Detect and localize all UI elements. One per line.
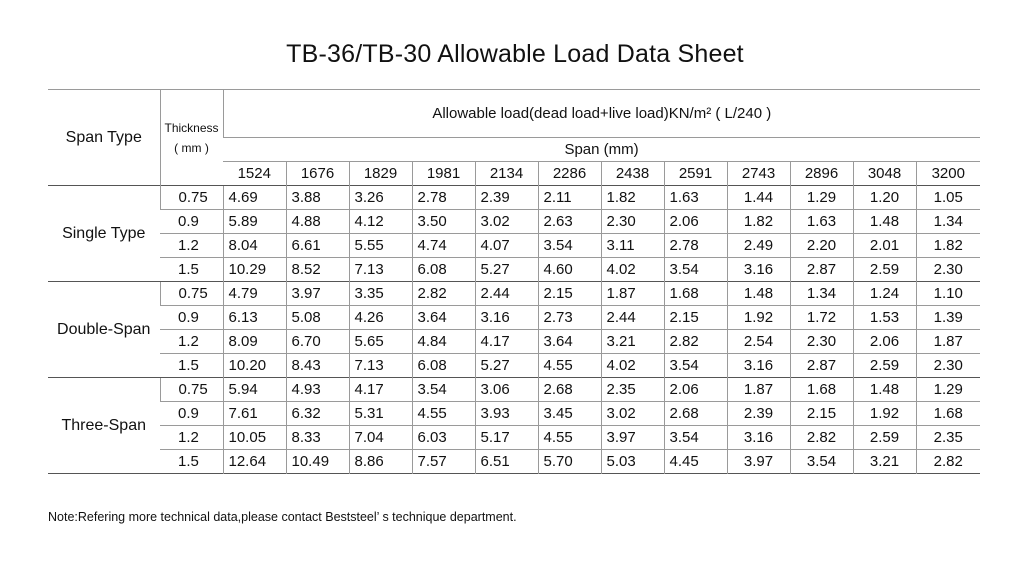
- load-value-cell: 3.97: [286, 282, 349, 306]
- table-row: [48, 234, 980, 258]
- load-value-cell: 5.89: [223, 210, 286, 234]
- load-value-cell: 1.53: [853, 306, 916, 330]
- load-value-cell: 8.43: [286, 354, 349, 378]
- load-value-cell: 2.06: [664, 210, 727, 234]
- load-value-cell: 4.12: [349, 210, 412, 234]
- span-type-label: Double-Span: [48, 282, 160, 378]
- load-value-cell: 2.82: [790, 426, 853, 450]
- load-value-cell: 2.30: [601, 210, 664, 234]
- load-value-cell: 1.48: [853, 210, 916, 234]
- thickness-header: [160, 90, 223, 186]
- load-value-cell: 5.08: [286, 306, 349, 330]
- load-value-cell: 5.70: [538, 450, 601, 474]
- span-value-header: 2591: [664, 162, 727, 186]
- load-value-cell: 1.29: [790, 186, 853, 210]
- span-value-header: 2896: [790, 162, 853, 186]
- load-value-cell: 10.29: [223, 258, 286, 282]
- load-value-cell: 2.39: [475, 186, 538, 210]
- thickness-cell: 0.75: [160, 282, 223, 306]
- page-title: TB-36/TB-30 Allowable Load Data Sheet: [286, 40, 744, 68]
- load-value-cell: 3.06: [475, 378, 538, 402]
- load-value-cell: 4.17: [475, 330, 538, 354]
- load-value-cell: 2.35: [916, 426, 980, 450]
- load-value-cell: 3.21: [601, 330, 664, 354]
- load-value-cell: 1.34: [790, 282, 853, 306]
- span-value-header: 3048: [853, 162, 916, 186]
- load-value-cell: 4.07: [475, 234, 538, 258]
- load-value-cell: 6.70: [286, 330, 349, 354]
- load-value-cell: 7.61: [223, 402, 286, 426]
- load-value-cell: 5.27: [475, 258, 538, 282]
- load-value-cell: 2.59: [853, 426, 916, 450]
- span-value-header: 1829: [349, 162, 412, 186]
- load-value-cell: 2.82: [664, 330, 727, 354]
- span-value-header: 1981: [412, 162, 475, 186]
- span-type-label: Three-Span: [48, 378, 160, 474]
- load-value-cell: 5.55: [349, 234, 412, 258]
- load-value-cell: 1.10: [916, 282, 980, 306]
- load-value-cell: 8.09: [223, 330, 286, 354]
- load-value-cell: 4.84: [412, 330, 475, 354]
- load-value-cell: 2.78: [664, 234, 727, 258]
- load-value-cell: 2.30: [916, 258, 980, 282]
- span-value-header: 3200: [916, 162, 980, 186]
- load-value-cell: 1.87: [601, 282, 664, 306]
- load-value-cell: 2.35: [601, 378, 664, 402]
- table-row: [48, 258, 980, 282]
- load-value-cell: 3.54: [538, 234, 601, 258]
- load-value-cell: 10.05: [223, 426, 286, 450]
- load-value-cell: 1.92: [853, 402, 916, 426]
- load-value-cell: 10.20: [223, 354, 286, 378]
- load-value-cell: 5.94: [223, 378, 286, 402]
- load-value-cell: 3.16: [727, 258, 790, 282]
- load-value-cell: 1.68: [916, 402, 980, 426]
- load-value-cell: 2.06: [853, 330, 916, 354]
- load-value-cell: 2.59: [853, 354, 916, 378]
- load-value-cell: 4.88: [286, 210, 349, 234]
- load-value-cell: 3.54: [790, 450, 853, 474]
- table-row: [48, 426, 980, 450]
- table-row: [48, 282, 980, 306]
- table-row: [48, 354, 980, 378]
- thickness-cell: 0.9: [160, 306, 223, 330]
- load-value-cell: 2.06: [664, 378, 727, 402]
- load-value-cell: 3.21: [853, 450, 916, 474]
- load-value-cell: 4.79: [223, 282, 286, 306]
- load-value-cell: 4.74: [412, 234, 475, 258]
- load-value-cell: 5.31: [349, 402, 412, 426]
- load-value-cell: 2.68: [538, 378, 601, 402]
- span-value-header: 2438: [601, 162, 664, 186]
- thickness-cell: 0.75: [160, 186, 223, 210]
- load-value-cell: 1.44: [727, 186, 790, 210]
- load-value-cell: 3.54: [412, 378, 475, 402]
- thickness-cell: 1.2: [160, 234, 223, 258]
- load-value-cell: 4.93: [286, 378, 349, 402]
- span-value-header: 2743: [727, 162, 790, 186]
- load-value-cell: 3.97: [727, 450, 790, 474]
- thickness-cell: 1.2: [160, 426, 223, 450]
- load-value-cell: 2.82: [916, 450, 980, 474]
- load-value-cell: 1.92: [727, 306, 790, 330]
- load-value-cell: 1.82: [916, 234, 980, 258]
- load-value-cell: 3.93: [475, 402, 538, 426]
- load-value-cell: 2.44: [475, 282, 538, 306]
- load-value-cell: 7.57: [412, 450, 475, 474]
- span-type-label: Single Type: [48, 186, 160, 282]
- load-data-table: [48, 89, 980, 474]
- span-header: Span (mm): [223, 138, 980, 162]
- load-value-cell: 3.54: [664, 258, 727, 282]
- load-value-cell: 3.64: [412, 306, 475, 330]
- load-value-cell: 8.04: [223, 234, 286, 258]
- load-value-cell: 6.13: [223, 306, 286, 330]
- load-value-cell: 3.16: [727, 354, 790, 378]
- load-value-cell: 1.34: [916, 210, 980, 234]
- load-value-cell: 2.15: [538, 282, 601, 306]
- load-value-cell: 2.30: [916, 354, 980, 378]
- table-row: [48, 186, 980, 210]
- load-value-cell: 6.61: [286, 234, 349, 258]
- load-value-cell: 1.24: [853, 282, 916, 306]
- load-value-cell: 6.08: [412, 354, 475, 378]
- load-value-cell: 3.02: [601, 402, 664, 426]
- table-row: [48, 402, 980, 426]
- load-value-cell: 2.87: [790, 354, 853, 378]
- span-value-header: 1524: [223, 162, 286, 186]
- load-value-cell: 1.29: [916, 378, 980, 402]
- load-value-cell: 1.68: [664, 282, 727, 306]
- span-type-header: Span Type: [48, 90, 160, 186]
- load-value-cell: 2.01: [853, 234, 916, 258]
- load-value-cell: 5.03: [601, 450, 664, 474]
- load-value-cell: 6.08: [412, 258, 475, 282]
- load-value-cell: 5.27: [475, 354, 538, 378]
- load-value-cell: 3.45: [538, 402, 601, 426]
- thickness-header-unit: ( mm ): [174, 140, 209, 155]
- load-value-cell: 4.55: [538, 426, 601, 450]
- load-value-cell: 4.69: [223, 186, 286, 210]
- load-value-cell: 3.97: [601, 426, 664, 450]
- load-value-cell: 1.63: [790, 210, 853, 234]
- load-value-cell: 4.26: [349, 306, 412, 330]
- load-value-cell: 2.30: [790, 330, 853, 354]
- load-value-cell: 2.59: [853, 258, 916, 282]
- load-value-cell: 5.65: [349, 330, 412, 354]
- load-value-cell: 4.60: [538, 258, 601, 282]
- load-value-cell: 7.13: [349, 354, 412, 378]
- load-value-cell: 4.55: [538, 354, 601, 378]
- table-row: [48, 330, 980, 354]
- load-value-cell: 1.48: [727, 282, 790, 306]
- thickness-cell: 1.5: [160, 258, 223, 282]
- load-value-cell: 3.88: [286, 186, 349, 210]
- load-value-cell: 4.02: [601, 354, 664, 378]
- table-row: [48, 306, 980, 330]
- load-value-cell: 2.20: [790, 234, 853, 258]
- thickness-cell: 1.5: [160, 354, 223, 378]
- load-value-cell: 1.87: [916, 330, 980, 354]
- load-value-cell: 3.64: [538, 330, 601, 354]
- thickness-header-label: Thickness: [164, 120, 219, 135]
- load-value-cell: 2.11: [538, 186, 601, 210]
- load-value-cell: 2.49: [727, 234, 790, 258]
- thickness-cell: 1.2: [160, 330, 223, 354]
- thickness-cell: 1.5: [160, 450, 223, 474]
- load-value-cell: 3.26: [349, 186, 412, 210]
- table-row: [48, 378, 980, 402]
- load-value-cell: 2.63: [538, 210, 601, 234]
- thickness-cell: 0.75: [160, 378, 223, 402]
- load-value-cell: 3.02: [475, 210, 538, 234]
- footer-note: Note:Refering more technical data,please contact Beststeel’ s technique department.: [48, 510, 517, 524]
- load-value-cell: 3.50: [412, 210, 475, 234]
- load-value-cell: 8.33: [286, 426, 349, 450]
- load-value-cell: 4.02: [601, 258, 664, 282]
- load-value-cell: 2.73: [538, 306, 601, 330]
- load-value-cell: 12.64: [223, 450, 286, 474]
- table-body: [48, 186, 980, 474]
- load-value-cell: 3.54: [664, 426, 727, 450]
- load-value-cell: 2.78: [412, 186, 475, 210]
- load-value-cell: 1.05: [916, 186, 980, 210]
- load-value-cell: 1.87: [727, 378, 790, 402]
- span-value-header: 2286: [538, 162, 601, 186]
- load-value-cell: 10.49: [286, 450, 349, 474]
- load-value-cell: 3.16: [727, 426, 790, 450]
- thickness-cell: 0.9: [160, 402, 223, 426]
- load-value-cell: 7.04: [349, 426, 412, 450]
- load-value-cell: 4.17: [349, 378, 412, 402]
- load-value-cell: 8.86: [349, 450, 412, 474]
- load-value-cell: 1.39: [916, 306, 980, 330]
- load-value-cell: 2.54: [727, 330, 790, 354]
- span-value-header: 2134: [475, 162, 538, 186]
- span-value-header: 1676: [286, 162, 349, 186]
- table-row: [48, 210, 980, 234]
- load-value-cell: 2.39: [727, 402, 790, 426]
- thickness-cell: 0.9: [160, 210, 223, 234]
- load-value-cell: 1.20: [853, 186, 916, 210]
- load-value-cell: 3.11: [601, 234, 664, 258]
- load-value-cell: 2.15: [664, 306, 727, 330]
- load-value-cell: 5.17: [475, 426, 538, 450]
- load-value-cell: 6.32: [286, 402, 349, 426]
- load-value-cell: 2.87: [790, 258, 853, 282]
- load-value-cell: 2.15: [790, 402, 853, 426]
- load-value-cell: 1.48: [853, 378, 916, 402]
- table-row: [48, 450, 980, 474]
- load-value-cell: 3.54: [664, 354, 727, 378]
- load-value-cell: 1.72: [790, 306, 853, 330]
- load-value-cell: 2.68: [664, 402, 727, 426]
- load-value-cell: 7.13: [349, 258, 412, 282]
- load-value-cell: 8.52: [286, 258, 349, 282]
- load-value-cell: 3.35: [349, 282, 412, 306]
- load-value-cell: 4.45: [664, 450, 727, 474]
- load-value-cell: 2.44: [601, 306, 664, 330]
- load-value-cell: 1.82: [727, 210, 790, 234]
- load-value-cell: 3.16: [475, 306, 538, 330]
- load-value-cell: 1.68: [790, 378, 853, 402]
- load-value-cell: 2.82: [412, 282, 475, 306]
- allowable-load-header: Allowable load(dead load+live load)KN/m² ( L/240 ): [223, 90, 980, 138]
- load-value-cell: 6.03: [412, 426, 475, 450]
- load-value-cell: 1.82: [601, 186, 664, 210]
- load-value-cell: 1.63: [664, 186, 727, 210]
- load-value-cell: 6.51: [475, 450, 538, 474]
- load-value-cell: 4.55: [412, 402, 475, 426]
